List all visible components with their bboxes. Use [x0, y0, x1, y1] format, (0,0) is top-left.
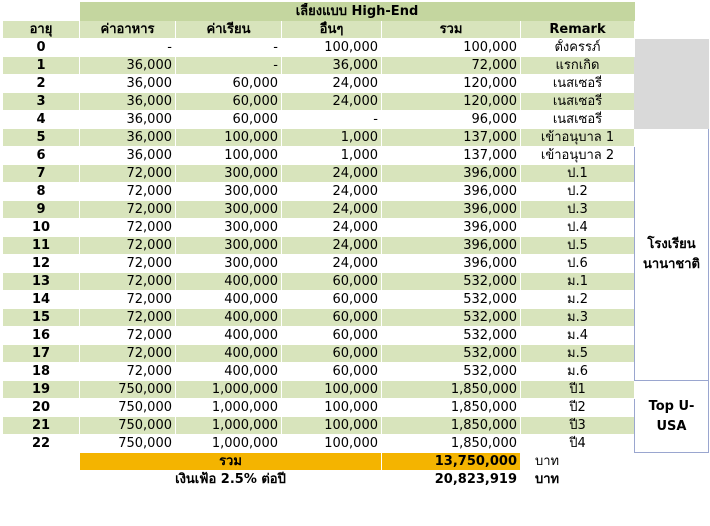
- row-food: 36,000: [80, 57, 176, 75]
- row-other: 100,000: [282, 399, 382, 417]
- inflation-value: 20,823,919: [382, 471, 521, 489]
- row-age: 7: [3, 165, 80, 183]
- row-other: 60,000: [282, 363, 382, 381]
- row-age: 17: [3, 345, 80, 363]
- table-title: เลี้ยงแบบ High-End: [80, 3, 635, 21]
- row-age: 13: [3, 273, 80, 291]
- row-other: 60,000: [282, 309, 382, 327]
- row-age: 9: [3, 201, 80, 219]
- row-remark: ป.5: [521, 237, 635, 255]
- inflation-row: [3, 471, 709, 489]
- row-other: 100,000: [282, 435, 382, 453]
- row-total: 532,000: [382, 291, 521, 309]
- table-row: [3, 327, 709, 345]
- row-age: 8: [3, 183, 80, 201]
- row-school: 400,000: [176, 291, 282, 309]
- row-remark: เนสเซอรี่: [521, 93, 635, 111]
- row-total: 396,000: [382, 165, 521, 183]
- side-label-line: USA: [656, 418, 687, 434]
- row-total: 137,000: [382, 147, 521, 165]
- row-total: 532,000: [382, 327, 521, 345]
- row-age: 12: [3, 255, 80, 273]
- row-food: 36,000: [80, 129, 176, 147]
- preschool-side-block: [635, 39, 709, 129]
- row-remark: ม.4: [521, 327, 635, 345]
- table-row: [3, 129, 709, 147]
- row-school: 100,000: [176, 147, 282, 165]
- row-remark: ม.5: [521, 345, 635, 363]
- row-food: 750,000: [80, 399, 176, 417]
- row-food: 72,000: [80, 309, 176, 327]
- side-label-line: นานาชาติ: [643, 256, 700, 272]
- row-other: 1,000: [282, 129, 382, 147]
- row-remark: ตั้งครรภ์: [521, 39, 635, 57]
- header-row: [3, 21, 709, 39]
- header-remark: Remark: [521, 21, 635, 39]
- row-age: 11: [3, 237, 80, 255]
- row-remark: ปี3: [521, 417, 635, 435]
- row-total: 396,000: [382, 237, 521, 255]
- row-total: 1,850,000: [382, 417, 521, 435]
- row-school: 400,000: [176, 345, 282, 363]
- row-food: 750,000: [80, 381, 176, 399]
- inflation-unit: บาท: [521, 471, 635, 489]
- row-school: 300,000: [176, 201, 282, 219]
- row-food: 72,000: [80, 219, 176, 237]
- row-total: 100,000: [382, 39, 521, 57]
- table-row: [3, 255, 709, 273]
- row-school: 300,000: [176, 183, 282, 201]
- inflation-label: เงินเฟ้อ 2.5% ต่อปี: [80, 471, 382, 489]
- row-remark: ป.6: [521, 255, 635, 273]
- table-row: [3, 237, 709, 255]
- row-food: 750,000: [80, 435, 176, 453]
- row-other: 60,000: [282, 345, 382, 363]
- row-age: 14: [3, 291, 80, 309]
- row-food: 72,000: [80, 327, 176, 345]
- row-total: 532,000: [382, 309, 521, 327]
- row-school: 400,000: [176, 273, 282, 291]
- row-school: 60,000: [176, 75, 282, 93]
- row-total: 1,850,000: [382, 399, 521, 417]
- row-other: 1,000: [282, 147, 382, 165]
- row-total: 120,000: [382, 93, 521, 111]
- row-other: 100,000: [282, 417, 382, 435]
- row-school: 1,000,000: [176, 417, 282, 435]
- row-age: 0: [3, 39, 80, 57]
- row-other: 24,000: [282, 255, 382, 273]
- row-total: 396,000: [382, 219, 521, 237]
- row-total: 120,000: [382, 75, 521, 93]
- side-label-line: Top U-: [648, 398, 695, 414]
- row-food: -: [80, 39, 176, 57]
- row-remark: ม.2: [521, 291, 635, 309]
- row-other: 24,000: [282, 165, 382, 183]
- total-value: 13,750,000: [382, 453, 521, 471]
- row-age: 1: [3, 57, 80, 75]
- row-other: 24,000: [282, 237, 382, 255]
- row-age: 16: [3, 327, 80, 345]
- row-age: 3: [3, 93, 80, 111]
- header-other: อื่นๆ: [282, 21, 382, 39]
- header-school: ค่าเรียน: [176, 21, 282, 39]
- table-row: [3, 201, 709, 219]
- row-remark: เนสเซอรี่: [521, 111, 635, 129]
- table-row: [3, 75, 709, 93]
- row-school: 300,000: [176, 219, 282, 237]
- row-food: 72,000: [80, 291, 176, 309]
- row-school: 1,000,000: [176, 381, 282, 399]
- row-total: 396,000: [382, 255, 521, 273]
- header-food: ค่าอาหาร: [80, 21, 176, 39]
- row-food: 750,000: [80, 417, 176, 435]
- row-other: 60,000: [282, 291, 382, 309]
- row-school: 300,000: [176, 255, 282, 273]
- row-school: 60,000: [176, 93, 282, 111]
- row-other: 24,000: [282, 75, 382, 93]
- row-age: 20: [3, 399, 80, 417]
- row-school: 400,000: [176, 363, 282, 381]
- table-row: [3, 363, 709, 381]
- table-row: [3, 57, 709, 75]
- header-total: รวม: [382, 21, 521, 39]
- international-school-label: [635, 129, 709, 381]
- row-food: 72,000: [80, 363, 176, 381]
- row-food: 72,000: [80, 273, 176, 291]
- row-other: 60,000: [282, 273, 382, 291]
- row-total: 72,000: [382, 57, 521, 75]
- row-school: 60,000: [176, 111, 282, 129]
- row-remark: ม.1: [521, 273, 635, 291]
- row-other: 24,000: [282, 219, 382, 237]
- row-other: 24,000: [282, 93, 382, 111]
- row-total: 396,000: [382, 201, 521, 219]
- row-age: 19: [3, 381, 80, 399]
- side-label-line: โรงเรียน: [647, 236, 696, 252]
- table-row: [3, 291, 709, 309]
- row-remark: ปี1: [521, 381, 635, 399]
- row-school: 400,000: [176, 327, 282, 345]
- row-food: 72,000: [80, 237, 176, 255]
- row-age: 6: [3, 147, 80, 165]
- row-age: 21: [3, 417, 80, 435]
- row-school: 400,000: [176, 309, 282, 327]
- row-remark: ปี2: [521, 399, 635, 417]
- row-total: 96,000: [382, 111, 521, 129]
- total-label: รวม: [80, 453, 382, 471]
- row-school: 300,000: [176, 165, 282, 183]
- row-age: 2: [3, 75, 80, 93]
- row-school: 100,000: [176, 129, 282, 147]
- row-remark: เนสเซอรี่: [521, 75, 635, 93]
- table-row: [3, 165, 709, 183]
- table-row: [3, 345, 709, 363]
- table-row: [3, 147, 709, 165]
- header-age: อายุ: [3, 21, 80, 39]
- total-unit: บาท: [521, 453, 635, 471]
- row-total: 137,000: [382, 129, 521, 147]
- row-school: -: [176, 39, 282, 57]
- table-row: [3, 417, 709, 435]
- row-total: 532,000: [382, 363, 521, 381]
- row-remark: ม.6: [521, 363, 635, 381]
- row-other: -: [282, 111, 382, 129]
- row-food: 72,000: [80, 345, 176, 363]
- row-other: 36,000: [282, 57, 382, 75]
- row-other: 24,000: [282, 183, 382, 201]
- row-school: 1,000,000: [176, 435, 282, 453]
- row-total: 532,000: [382, 345, 521, 363]
- row-remark: เข้าอนุบาล 2: [521, 147, 635, 165]
- row-remark: ป.1: [521, 165, 635, 183]
- table-row: [3, 381, 709, 399]
- row-other: 100,000: [282, 39, 382, 57]
- row-remark: แรกเกิด: [521, 57, 635, 75]
- row-age: 18: [3, 363, 80, 381]
- row-total: 1,850,000: [382, 435, 521, 453]
- row-age: 22: [3, 435, 80, 453]
- university-label: [635, 381, 709, 453]
- row-food: 36,000: [80, 111, 176, 129]
- table-row: [3, 435, 709, 453]
- row-age: 4: [3, 111, 80, 129]
- row-remark: ม.3: [521, 309, 635, 327]
- row-school: 300,000: [176, 237, 282, 255]
- table-row: [3, 183, 709, 201]
- row-remark: ป.4: [521, 219, 635, 237]
- table-row: [3, 309, 709, 327]
- row-total: 1,850,000: [382, 381, 521, 399]
- row-food: 36,000: [80, 147, 176, 165]
- row-age: 10: [3, 219, 80, 237]
- row-remark: ป.2: [521, 183, 635, 201]
- total-row: [3, 453, 709, 471]
- row-remark: ป.3: [521, 201, 635, 219]
- row-age: 15: [3, 309, 80, 327]
- row-remark: ปี4: [521, 435, 635, 453]
- row-age: 5: [3, 129, 80, 147]
- row-food: 72,000: [80, 201, 176, 219]
- row-other: 24,000: [282, 201, 382, 219]
- table-row: [3, 39, 709, 57]
- row-other: 60,000: [282, 327, 382, 345]
- row-food: 72,000: [80, 183, 176, 201]
- table-row: [3, 273, 709, 291]
- row-total: 532,000: [382, 273, 521, 291]
- expense-table: [2, 2, 709, 489]
- row-school: 1,000,000: [176, 399, 282, 417]
- row-food: 36,000: [80, 75, 176, 93]
- table-row: [3, 111, 709, 129]
- table-row: [3, 399, 709, 417]
- row-food: 72,000: [80, 165, 176, 183]
- row-food: 36,000: [80, 93, 176, 111]
- table-row: [3, 93, 709, 111]
- table-row: [3, 219, 709, 237]
- row-remark: เข้าอนุบาล 1: [521, 129, 635, 147]
- row-food: 72,000: [80, 255, 176, 273]
- row-school: -: [176, 57, 282, 75]
- row-other: 100,000: [282, 381, 382, 399]
- row-total: 396,000: [382, 183, 521, 201]
- title-row: [3, 3, 709, 21]
